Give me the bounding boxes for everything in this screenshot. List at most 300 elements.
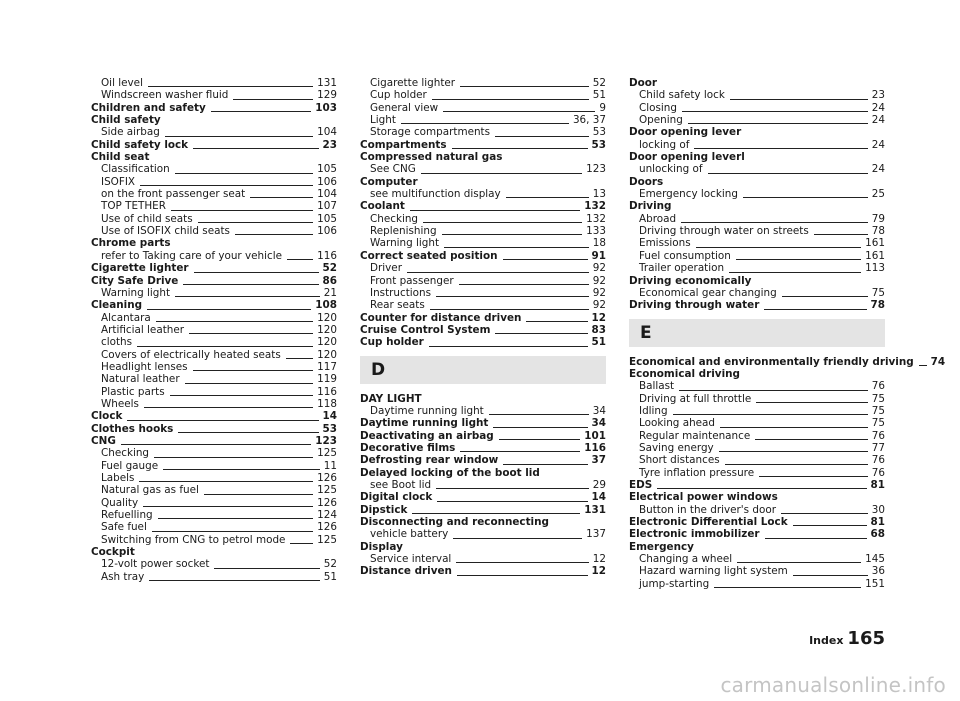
entry-label: on the front passenger seat <box>101 188 246 201</box>
page-reference: 131 <box>584 503 606 516</box>
page-reference: 92 <box>592 262 606 275</box>
page-reference: 83 <box>591 323 606 336</box>
page-reference: 53 <box>591 138 606 151</box>
page-reference: 125 <box>317 447 337 460</box>
leader-line <box>154 457 313 458</box>
index-entry <box>360 454 606 466</box>
page-reference: 126 <box>317 472 337 484</box>
page-reference: 105 <box>317 212 337 225</box>
leader-line <box>694 148 867 149</box>
entry-label: Wheels <box>101 397 139 410</box>
index-subentry <box>91 484 337 496</box>
page-reference: 24 <box>871 101 885 114</box>
leader-line <box>401 123 569 124</box>
index-entry <box>91 102 337 114</box>
index-entry <box>629 355 946 368</box>
entry-label: Service interval <box>370 553 452 566</box>
leader-line <box>688 123 868 124</box>
index-subentry <box>91 176 337 188</box>
leader-line <box>460 86 589 87</box>
leader-line <box>407 272 589 273</box>
page-reference: 104 <box>317 188 337 201</box>
entry-label: City Safe Drive <box>91 274 179 287</box>
entry-label: Oil level <box>101 77 143 89</box>
page-reference: 37 <box>591 454 606 467</box>
index-subentry <box>629 380 885 392</box>
entry-label: Compressed natural gas <box>360 151 503 164</box>
entry-label: Covers of electrically heated seats <box>101 348 281 361</box>
page-reference: 30 <box>871 503 885 516</box>
entry-label: Driving at full throttle <box>639 392 752 405</box>
page-number: 165 <box>847 628 885 649</box>
page-reference: 52 <box>323 558 337 571</box>
page-reference: 107 <box>317 200 337 213</box>
page-reference: 113 <box>865 262 885 275</box>
index-subentry <box>629 237 885 249</box>
leader-line <box>793 575 868 576</box>
leader-line <box>759 476 868 477</box>
entry-label: Tyre inflation pressure <box>639 466 755 479</box>
entry-label: Switching from CNG to petrol mode <box>101 533 286 546</box>
index-subentry <box>360 405 606 417</box>
index-subentry <box>360 553 606 565</box>
index-entry <box>360 139 606 151</box>
index-entry <box>360 541 606 553</box>
leader-line <box>156 321 313 322</box>
index-subentry <box>91 361 337 373</box>
leader-line <box>736 259 861 260</box>
page-reference: 92 <box>592 299 606 312</box>
entry-label: Cigarette lighter <box>370 77 456 89</box>
leader-line <box>729 272 861 273</box>
page-reference: 13 <box>592 188 606 201</box>
index-subentry <box>91 336 337 348</box>
leader-line <box>503 259 588 260</box>
index-entry <box>91 262 337 274</box>
index-subentry <box>360 102 606 114</box>
index-entry <box>91 275 337 287</box>
leader-line <box>147 309 311 310</box>
leader-line <box>183 284 318 285</box>
entry-label: Safe fuel <box>101 521 147 534</box>
page-reference: 11 <box>323 459 337 472</box>
index-subentry <box>629 287 885 299</box>
entry-label: Driving economically <box>629 274 752 287</box>
entry-label: Driving through water on streets <box>639 225 809 238</box>
page-reference: 103 <box>315 101 337 114</box>
leader-line <box>714 587 861 588</box>
index-subentry <box>91 460 337 472</box>
entry-label: Warning light <box>370 237 440 250</box>
entry-label: Ballast <box>639 380 675 393</box>
leader-line <box>185 383 314 384</box>
leader-line <box>143 506 313 507</box>
entry-label: Warning light <box>101 286 171 299</box>
leader-line <box>657 488 866 489</box>
leader-line <box>429 346 588 347</box>
page-reference: 36, 37 <box>572 114 606 127</box>
leader-line <box>204 494 313 495</box>
leader-line <box>919 365 927 366</box>
entry-label: Economical gear changing <box>639 286 777 299</box>
index-entry <box>360 200 606 212</box>
index-entry <box>360 430 606 442</box>
leader-line <box>453 538 582 539</box>
footer-section-label: Index <box>809 634 844 647</box>
index-entry <box>91 114 337 126</box>
leader-line <box>149 580 319 581</box>
leader-line <box>459 284 589 285</box>
entry-label: Decorative films <box>360 441 456 454</box>
page-reference: 75 <box>871 404 885 417</box>
page-reference: 74 <box>930 355 946 368</box>
index-column-2 <box>360 77 606 578</box>
entry-label: 12-volt power socket <box>101 558 210 571</box>
index-subentry <box>91 373 337 385</box>
index-subentry <box>91 386 337 398</box>
entry-label: Light <box>370 114 396 127</box>
index-entry <box>360 336 606 348</box>
index-subentry <box>91 558 337 570</box>
leader-line <box>211 111 312 112</box>
entry-label: Artificial leather <box>101 323 185 336</box>
entry-label: Electronic immobilizer <box>629 528 760 541</box>
index-subentry <box>91 312 337 324</box>
leader-line <box>423 222 582 223</box>
page-reference: 52 <box>592 77 606 89</box>
entry-label: Delayed locking of the boot lid <box>360 466 540 479</box>
entry-label: CNG <box>91 434 116 447</box>
index-column-3 <box>629 77 946 590</box>
index-subentry <box>91 497 337 509</box>
leader-line <box>152 531 313 532</box>
page-reference: 23 <box>871 89 885 102</box>
index-entry <box>91 151 337 163</box>
page-reference: 78 <box>871 225 885 238</box>
index-subentry <box>91 287 337 299</box>
page-reference: 120 <box>317 311 337 324</box>
entry-label: Chrome parts <box>91 237 171 250</box>
entry-label: Emergency locking <box>639 188 738 201</box>
entry-label: Replenishing <box>370 225 437 238</box>
page-reference: 161 <box>865 249 885 262</box>
leader-line <box>781 513 868 514</box>
page-reference: 91 <box>591 249 606 262</box>
page-reference: 161 <box>865 237 885 250</box>
entry-label: Door opening leverl <box>629 151 745 164</box>
leader-line <box>442 234 583 235</box>
entry-label: Electronic Differential Lock <box>629 516 788 528</box>
page-reference: 29 <box>592 478 606 491</box>
index-subentry <box>91 349 337 361</box>
page-reference: 117 <box>317 360 337 373</box>
page-reference: 77 <box>871 441 885 454</box>
page-reference: 76 <box>871 380 885 393</box>
page-reference: 145 <box>865 553 885 566</box>
leader-line <box>443 111 595 112</box>
page-reference: 23 <box>322 138 337 151</box>
leader-line <box>493 427 587 428</box>
index-entry <box>629 479 885 491</box>
page-reference: 21 <box>323 286 337 299</box>
entry-label: Child safety lock <box>639 89 725 102</box>
page-reference: 34 <box>592 404 606 417</box>
entry-label: Labels <box>101 472 135 484</box>
entry-label: Instructions <box>370 286 432 299</box>
entry-label: Abroad <box>639 212 677 225</box>
entry-label: Digital clock <box>360 491 433 504</box>
index-entry <box>360 324 606 336</box>
page-reference: 51 <box>592 89 606 102</box>
leader-line <box>139 481 313 482</box>
entry-label: Use of ISOFIX child seats <box>101 225 230 238</box>
leader-line <box>290 543 313 544</box>
index-subentry <box>360 237 606 249</box>
page-reference: 14 <box>591 491 606 504</box>
entry-label: Windscreen washer fluid <box>101 89 229 102</box>
page-reference: 120 <box>317 323 337 336</box>
entry-label: Defrosting rear window <box>360 454 499 467</box>
entry-label: Button in the driver's door <box>639 503 776 516</box>
leader-line <box>137 346 313 347</box>
entry-label: Driving through water <box>629 299 760 312</box>
leader-line <box>696 247 862 248</box>
entry-label: Checking <box>101 447 150 460</box>
leader-line <box>814 234 868 235</box>
index-entry <box>91 410 337 422</box>
entry-label: Doors <box>629 175 664 188</box>
leader-line <box>410 210 580 211</box>
page-reference: 12 <box>592 553 606 566</box>
leader-line <box>489 414 589 415</box>
index-subentry <box>91 213 337 225</box>
index-entry <box>360 467 606 479</box>
entry-label: Clothes hooks <box>91 422 174 435</box>
page-reference: 86 <box>322 274 337 287</box>
index-subentry <box>91 398 337 410</box>
index-subentry <box>91 571 337 583</box>
page-reference: 14 <box>322 410 337 423</box>
entry-label: DAY LIGHT <box>360 392 422 405</box>
index-subentry <box>629 393 885 405</box>
leader-line <box>214 568 319 569</box>
leader-line <box>503 464 587 465</box>
entry-label: Deactivating an airbag <box>360 429 494 442</box>
index-subentry <box>629 213 885 225</box>
index-subentry <box>91 89 337 101</box>
index-subentry <box>360 126 606 138</box>
index-subentry <box>91 324 337 336</box>
entry-label: Correct seated position <box>360 249 498 262</box>
leader-line <box>436 296 589 297</box>
leader-line <box>436 488 589 489</box>
leader-line <box>755 439 868 440</box>
index-entry <box>360 151 606 163</box>
index-subentry <box>629 442 885 454</box>
index-subentry <box>360 114 606 126</box>
index-entry <box>360 393 606 405</box>
entry-label: cloths <box>101 336 133 349</box>
leader-line <box>725 464 868 465</box>
index-subentry <box>629 430 885 442</box>
page-reference: 132 <box>584 200 606 213</box>
index-subentry <box>91 534 337 546</box>
leader-line <box>460 451 580 452</box>
entry-label: Cockpit <box>91 546 135 559</box>
leader-line <box>193 148 318 149</box>
entry-label: Emergency <box>629 540 694 553</box>
entry-label: Side airbag <box>101 126 160 139</box>
page-reference: 125 <box>317 484 337 497</box>
page-reference: 79 <box>871 212 885 225</box>
index-subentry <box>91 163 337 175</box>
entry-label: Display <box>360 540 403 553</box>
index-subentry <box>629 405 885 417</box>
page-reference: 101 <box>584 429 606 442</box>
index-subentry <box>629 225 885 237</box>
index-entry <box>91 299 337 311</box>
index-entry <box>360 250 606 262</box>
page-reference: 12 <box>591 311 606 324</box>
leader-line <box>444 247 589 248</box>
page-reference: 75 <box>871 392 885 405</box>
page-reference: 104 <box>317 126 337 139</box>
index-subentry <box>91 126 337 138</box>
index-subentry <box>360 528 606 540</box>
leader-line <box>144 407 313 408</box>
page-reference: 123 <box>315 434 337 447</box>
entry-label: Classification <box>101 163 170 176</box>
entry-label: Trailer operation <box>639 262 725 275</box>
index-subentry <box>629 467 885 479</box>
leader-line <box>148 86 313 87</box>
index-subentry <box>91 472 337 484</box>
entry-label: Short distances <box>639 454 720 467</box>
page-reference: 116 <box>317 385 337 398</box>
section-letter-heading: D <box>360 356 606 384</box>
entry-label: Headlight lenses <box>101 360 188 373</box>
leader-line <box>287 259 313 260</box>
entry-label: see multifunction display <box>370 188 501 201</box>
index-entry <box>91 546 337 558</box>
entry-label: Electrical power windows <box>629 491 778 504</box>
page-reference: 68 <box>870 528 885 541</box>
index-subentry <box>629 250 885 262</box>
entry-label: Front passenger <box>370 274 454 287</box>
section-letter-heading: E <box>629 319 885 347</box>
leader-line <box>681 222 868 223</box>
entry-label: TOP TETHER <box>101 200 166 213</box>
index-entry <box>629 299 885 311</box>
page-reference: 53 <box>592 126 606 139</box>
leader-line <box>499 439 581 440</box>
index-subentry <box>91 77 337 89</box>
page-reference: 118 <box>317 397 337 410</box>
entry-label: EDS <box>629 478 653 491</box>
leader-line <box>764 309 866 310</box>
index-entry <box>91 139 337 151</box>
index-subentry <box>91 200 337 212</box>
entry-label: Storage compartments <box>370 126 491 139</box>
entry-label: Dipstick <box>360 503 408 516</box>
page-reference: 137 <box>586 528 606 541</box>
entry-label: jump-starting <box>639 577 710 590</box>
index-subentry <box>360 225 606 237</box>
entry-label: Natural leather <box>101 373 180 386</box>
leader-line <box>730 99 868 100</box>
page-reference: 24 <box>871 138 885 151</box>
index-subentry <box>629 454 885 466</box>
page-reference: 24 <box>871 114 885 127</box>
index-subentry <box>91 447 337 459</box>
leader-line <box>526 321 587 322</box>
index-entry <box>360 442 606 454</box>
entry-label: Checking <box>370 212 419 225</box>
index-entry <box>360 491 606 503</box>
entry-label: Door opening lever <box>629 126 742 139</box>
entry-label: Economical and environmentally friendly driving <box>629 355 914 368</box>
leader-line <box>235 234 313 235</box>
leader-line <box>250 197 313 198</box>
entry-label: Daytime running light <box>370 404 484 417</box>
page-reference: 76 <box>871 429 885 442</box>
entry-label: Quality <box>101 496 139 509</box>
index-subentry <box>360 287 606 299</box>
page-reference: 106 <box>317 225 337 238</box>
page-reference: 116 <box>317 249 337 262</box>
index-subentry <box>629 89 885 101</box>
entry-label: Cup holder <box>360 336 424 349</box>
index-subentry <box>629 114 885 126</box>
index-entry <box>360 176 606 188</box>
leader-line <box>679 390 868 391</box>
entry-label: Refuelling <box>101 509 153 522</box>
index-subentry <box>629 504 885 516</box>
leader-line <box>286 358 313 359</box>
leader-line <box>175 173 313 174</box>
leader-line <box>673 414 868 415</box>
index-entry <box>629 151 885 163</box>
leader-line <box>719 451 868 452</box>
index-entry <box>91 237 337 249</box>
entry-label: General view <box>370 101 439 114</box>
leader-line <box>193 370 314 371</box>
leader-line <box>430 309 589 310</box>
index-subentry <box>629 188 885 200</box>
leader-line <box>421 173 582 174</box>
page-reference: 120 <box>317 348 337 361</box>
leader-line <box>194 272 319 273</box>
leader-line <box>189 333 313 334</box>
leader-line <box>452 148 588 149</box>
index-subentry <box>91 509 337 521</box>
leader-line <box>457 575 588 576</box>
index-subentry <box>91 225 337 237</box>
entry-label: Coolant <box>360 200 405 213</box>
page-reference: 116 <box>584 441 606 454</box>
page-reference: 123 <box>586 163 606 176</box>
entry-label: Saving energy <box>639 441 714 454</box>
entry-label: Child safety <box>91 114 161 127</box>
index-entry <box>629 541 885 553</box>
page-reference: 106 <box>317 175 337 188</box>
page-reference: 81 <box>870 516 885 528</box>
leader-line <box>756 402 868 403</box>
index-entry <box>360 565 606 577</box>
page-reference: 129 <box>317 89 337 102</box>
index-subentry <box>629 262 885 274</box>
page-reference: 92 <box>592 286 606 299</box>
